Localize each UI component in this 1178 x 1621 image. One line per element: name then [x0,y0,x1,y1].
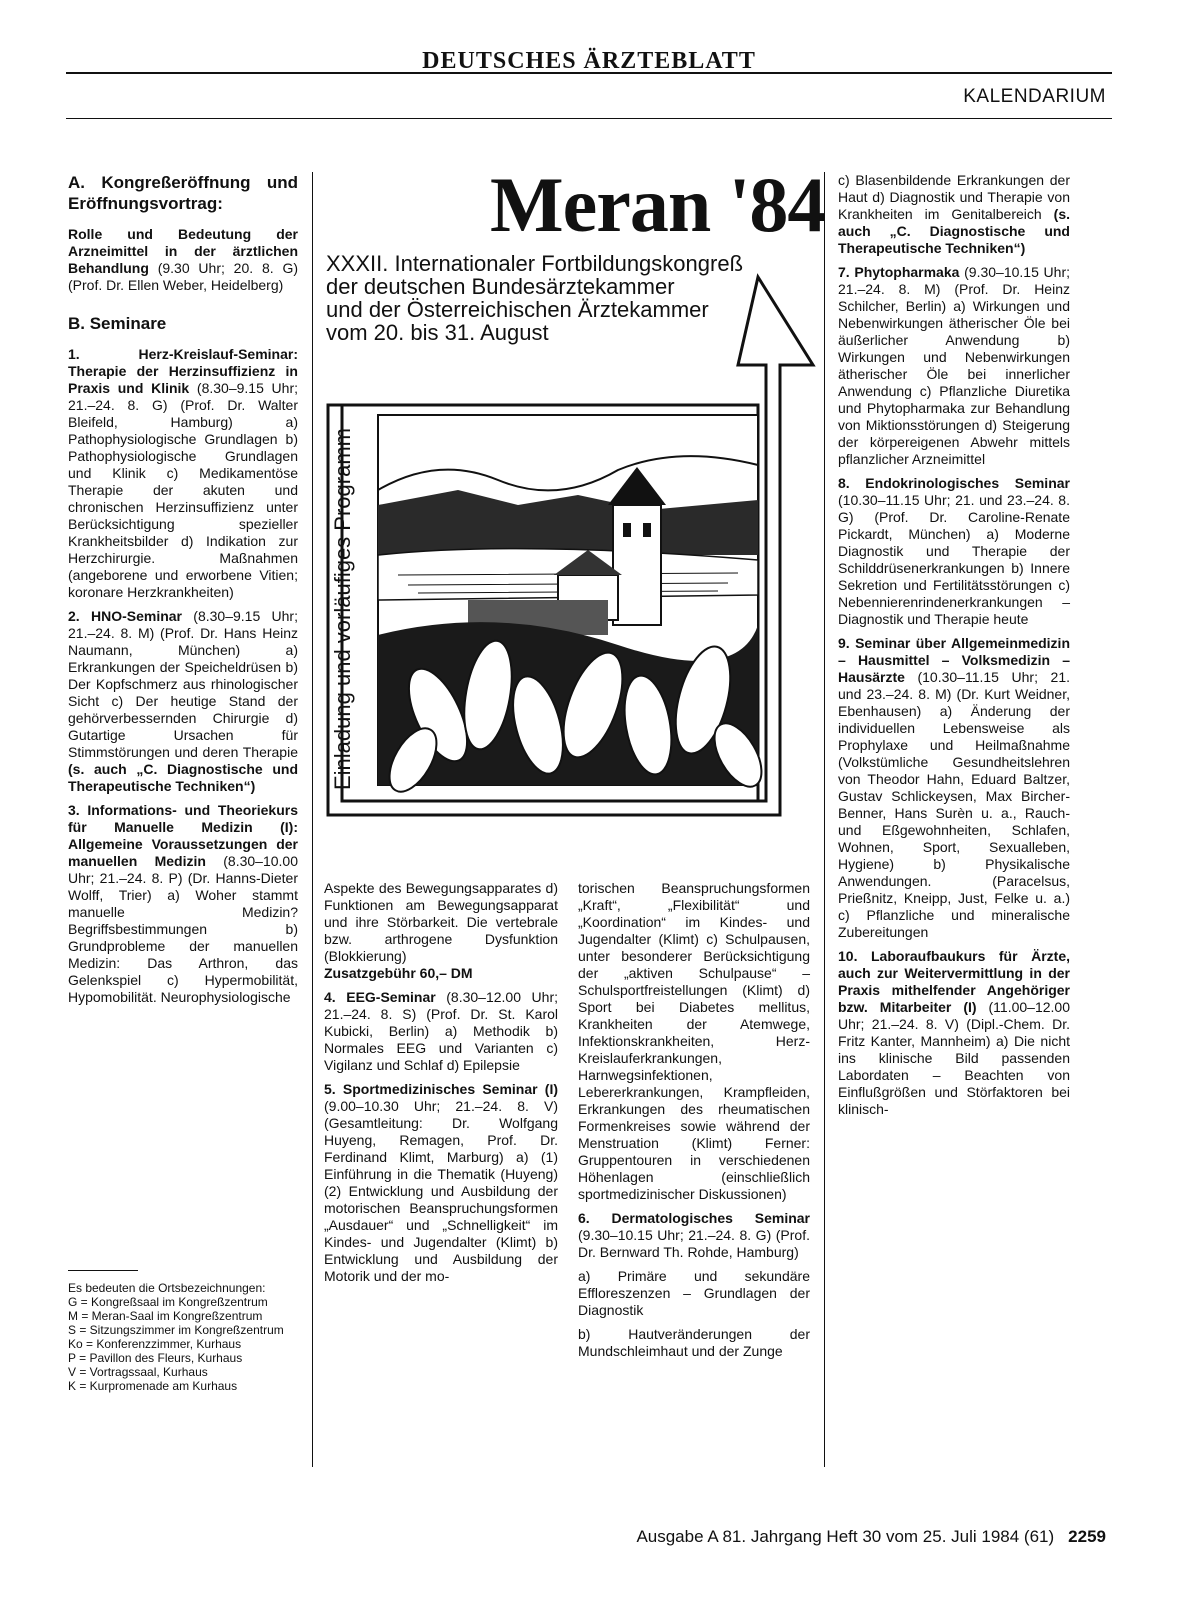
page-number: 2259 [1068,1527,1106,1546]
landscape-illustration [378,415,771,799]
seminar-6-continued: c) Blasenbildende Erkrankungen der Haut d) Diagnostik und Therapie von Krankheiten im Genitalbereich (s. auch „C. Diagnostische und Therapeutische Techniken“) [838,172,1071,256]
ad-title: Meran '84 [490,161,826,248]
journal-title: DEUTSCHES ÄRZTEBLATT [422,48,756,74]
page-footer [636,1527,1106,1547]
section-a-heading: A. Kongreßeröffnung und Eröffnungsvortrag: [68,173,298,213]
section-label: KALENDARIUM [963,86,1106,107]
seminar-9: 9. Seminar über Allgemeinmedizin – Hausmittel – Volksmedizin – Hausärzte (10.30–11.15 Uhr; 21. und 23.–24. 8. M) (Dr. Kurt Weidner, Ebenhausen) a) Änderung der individuellen Lebensweise als Prophylaxe und Heilmaßnahme (Volkstümliche Gesundheitslehren von Theodor Hahn, Eduard Baltzer, Gustav Schlickeysen, Max Bircher-Benner, Hans Surèn u. a., Rauch- und Eßgewohnheiten, Schlafen, Wohnen, Sport, Sexualleben, Hygiene) b) Physikalische Anwendungen. (Paracelsus, Prießnitz, Kneipp, Just, Felke u. a.) c) Pflanzliche und mineralische Zubereitungen [838,635,1070,940]
legend-item: P = Pavillon des Fleurs, Kurhaus [68,1351,243,1365]
ad-vertical-text: Einladung und vorläufiges Programm [330,428,355,790]
column-2 [324,880,558,1292]
header-rule-thin [66,118,1112,119]
seminar-4: 4. EEG-Seminar (8.30–12.00 Uhr; 21.–24. 8. S) (Prof. Dr. St. Karol Kubicki, Berlin) a) Methodik b) Normales EEG und Varianten c) Vigilanz und Schlaf d) Epilepsie [324,989,558,1073]
ad-subtitle: XXXII. Internationaler Fortbildungskongreß der deutschen Bundesärztekammer und der Österreichischen Ärztekammer vom 20. bis 31. August [326,251,744,345]
footnote-rule [68,1270,138,1271]
seminar-2: 2. HNO-Seminar (8.30–9.15 Uhr; 21.–24. 8. M) (Prof. Dr. Hans Heinz Naumann, München) a) Erkrankungen der Speicheldrüsen b) Der Kopfschmerz aus rhinologischer Sicht c) Der heutige Stand der gehörverbessernden Chirurgie d) Gutartige Ursachen für Stimmstörungen und deren Therapie (s. auch „C. Diagnostische und Therapeutische Techniken“) [68,608,298,794]
legend-item: K = Kurpromenade am Kurhaus [68,1379,238,1393]
seminar-8: 8. Endokrinologisches Seminar (10.30–11.15 Uhr; 21. und 23.–24. 8. G) (Prof. Dr. Caroline-Renate Pickardt, München) a) Moderne Diagnostik und Therapie der Schilddrüsenerkrankungen b) Innere Sekretion und Fertilitätsstörungen c) Nebennierenrindenerkrankungen – Diagnostik und Therapie heute [838,475,1070,627]
section-a-entry: Rolle und Bedeutung der Arzneimittel in der ärztlichen Behandlung (9.30 Uhr; 20. 8. G) (Prof. Dr. Ellen Weber, Heidelberg) [68,226,298,293]
column-4 [838,172,1070,1125]
legend-item: Ko = Konferenzzimmer, Kurhaus [68,1337,242,1351]
seminar-6: 6. Dermatologisches Seminar (9.30–10.15 Uhr; 21.–24. 8. G) (Prof. Dr. Bernward Th. Rohde, Hamburg) [578,1210,810,1260]
legend-item: M = Meran-Saal im Kongreßzentrum [68,1309,263,1323]
ad-arrow-frame [318,255,818,855]
seminar-7: 7. Phytopharmaka (9.30–10.15 Uhr; 21.–24. 8. M) (Prof. Dr. Heinz Schilcher, Berlin) a) Wirkungen und Nebenwirkungen ätherischer Öle bei äußerlicher Anwendung b) Wirkungen und Nebenwirkungen ätherischer Öle bei innerlicher Anwendung c) Pflanzliche Diuretika und Phytopharmaka zur Behandlung von Miktionsstörungen d) Steigerung der körpereigenen Abwehr mittels pflanzlicher Arzneimittel [838,264,1071,467]
seminar-6-a: a) Primäre und sekundäre Effloreszenzen – Grundlagen der Diagnostik [578,1268,810,1318]
legend-intro: Es bedeuten die Ortsbezeichnungen: [68,1281,266,1295]
seminar-1: 1. Herz-Kreislauf-Seminar: Therapie der Herzinsuffizienz in Praxis und Klinik (8.30–9.15 Uhr; 21.–24. 8. G) (Prof. Dr. Walter Bleifeld, Hamburg) a) Pathophysiologische Grundlagen b) Pathophysiologische Grundlagen und Klinik c) Medikamentöse Therapie der akuten und chronischen Herzinsuffizienz unter Berücksichtigung spezieller Krankheitsbilder d) Indikation zur Herzchirurgie. Maßnahmen (angeborene und erworbene Vitien; koronare Herzkrankheiten) [68,346,298,600]
column-3 [578,880,810,1367]
issue-info: Ausgabe A 81. Jahrgang Heft 30 vom 25. Juli 1984 (61) [636,1527,1055,1546]
column-1 [68,172,298,1013]
seminar-3: 3. Informations- und Theoriekurs für Manuelle Medizin (I): Allgemeine Voraussetzungen der manuellen Medizin (8.30–10.00 Uhr; 21.–24. 8. P) (Dr. Hanns-Dieter Wolff, Trier) a) Woher stammt manuelle Medizin? Begriffsbestimmungen b) Grundprobleme der manuellen Medizin: Das Arthron, das Gelenkspiel c) Hypermobilität, Hypomobilität. Neurophysiologische [68,802,298,1005]
section-b-heading: B. Seminare [68,314,167,333]
seminar-5: 5. Sportmedizinisches Seminar (I) (9.00–10.30 Uhr; 21.–24. 8. V) (Gesamtleitung: Dr. Wolfgang Huyeng, Remagen, Prof. Dr. Ferdinand Klimt, Marburg) a) (1) Einführung in die Thematik (Huyeng) (2) Entwicklung und Ausbildung der motorischen Beanspruchungsformen „Ausdauer“ und „Schnelligkeit“ im Kindes- und Jugendalter (Klimt) b) Entwicklung und Ausbildung der Motorik und der mo- [324,1081,558,1284]
legend-item: V = Vortragssaal, Kurhaus [68,1365,208,1379]
legend-item: S = Sitzungszimmer im Kongreßzentrum [68,1323,284,1337]
column-divider [312,172,313,1467]
location-legend [68,1270,298,1393]
seminar-6-b: b) Hautveränderungen der Mundschleimhaut und der Zunge [578,1326,810,1359]
column-divider [824,172,825,1467]
legend-item: G = Kongreßsaal im Kongreßzentrum [68,1295,268,1309]
header-rule [66,72,1112,74]
seminar-10: 10. Laboraufbaukurs für Ärzte, auch zur Weitervermittlung in der Praxis mithelfender Angehöriger bzw. Mitarbeiter (I) (11.00–12.00 Uhr; 21.–24. 8. V) (Dipl.-Chem. Dr. Fritz Kanter, Mannheim) a) Die nicht ins klinische Bild passenden Labordaten – Beachten von Einflußgrößen und Störfaktoren bei klinisch- [838,948,1070,1117]
seminar-5-continued: torischen Beanspruchungsformen „Kraft“, „Flexibilität“ und „Koordination“ im Kindes- und Jugendalter (Klimt) c) Schulpausen, unter besonderer Berücksichtigung der „aktiven Schulpause“ – Schulsportfreistellungen (Klimt) d) Sport bei Diabetes mellitus, Krankheiten der Atemwege, Infektionskrankheiten, Herz-Kreislauferkrankungen, Harnwegsinfektionen, Lebererkrankungen, Krampfleiden, Erkrankungen des rheumatischen Formenkreises sowie während der Menstruation (Klimt) Ferner: Gruppentouren in verschiedenen Höhenlagen (einschließlich sportmedizinischer Diskussionen) [578,880,810,1202]
seminar-3-continued: Aspekte des Bewegungsapparates d) Funktionen am Bewegungsapparat und ihre Störbarkeit. Die vertebrale bzw. arthrogene Dysfunktion (Blokkierung) Zusatzgebühr 60,– DM [324,880,558,981]
